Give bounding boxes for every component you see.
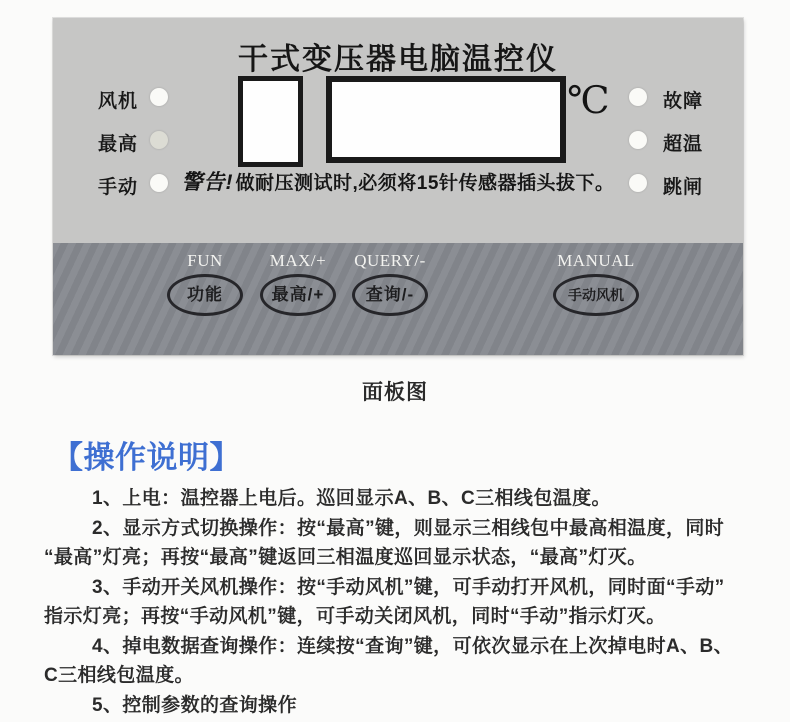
max-plus-button[interactable]: 最高/+	[260, 274, 336, 316]
panel-title: 干式变压器电脑温控仪	[238, 43, 558, 76]
query-key-en-label: QUERY/-	[354, 251, 426, 270]
fault-indicator-label: 故障	[663, 91, 704, 112]
fan-indicator-label: 风机	[98, 91, 139, 112]
warning-body: 做耐压测试时,必须将15针传感器插头拔下。	[235, 173, 615, 194]
key-group-query	[330, 243, 450, 316]
warning-prefix: 警告!	[181, 171, 234, 194]
max-indicator-lamp	[150, 131, 168, 149]
warning-text	[53, 166, 743, 196]
instruction-line: 1、上电：温控器上电后。巡回显示A、B、C三相线包温度。	[92, 488, 611, 509]
fault-indicator-lamp	[629, 88, 647, 106]
instruction-line: C三相线包温度。	[44, 665, 194, 686]
trip-indicator-label: 跳闸	[663, 177, 704, 198]
instruction-line: “最高”灯亮；再按“最高”键返回三相温度巡回显示状态，“最高”灯灭。	[44, 547, 647, 568]
instructions-text	[44, 484, 746, 720]
section-heading-operation: 【操作说明】	[52, 440, 241, 475]
max-key-en-label: MAX/+	[269, 251, 327, 270]
instruction-line: 指示灯亮；再按“手动风机”键，可手动关闭风机，同时“手动”指示灯灭。	[44, 606, 666, 627]
instruction-line: 3、手动开关风机操作：按“手动风机”键，可手动打开风机，同时面“手动”	[92, 576, 725, 598]
fun-key-en-label: FUN	[187, 251, 223, 270]
query-minus-button[interactable]: 查询/-	[352, 274, 428, 316]
instruction-line: 2、显示方式切换操作：按“最高”键，则显示三相线包中最高相温度，同时	[92, 517, 725, 539]
manual-indicator-label: 手动	[98, 177, 139, 198]
temperature-controller-panel	[53, 18, 743, 355]
celsius-unit-label: ℃	[567, 80, 610, 122]
max-indicator-label: 最高	[98, 134, 139, 155]
instruction-line: 4、掉电数据查询操作：连续按“查询”键，可依次显示在上次掉电时A、B、	[92, 635, 734, 657]
instruction-line: 5、控制参数的查询操作	[92, 694, 297, 716]
panel-figure-caption: 面板图	[362, 381, 428, 404]
fun-button[interactable]: 功能	[167, 274, 243, 316]
fan-indicator-lamp	[150, 88, 168, 106]
key-band	[53, 243, 743, 355]
manual-fan-button[interactable]: 手动风机	[553, 274, 639, 316]
manual-key-en-label: MANUAL	[557, 251, 635, 270]
temperature-display-window	[326, 76, 566, 163]
overtemp-indicator-label: 超温	[663, 134, 704, 155]
overtemp-indicator-lamp	[629, 131, 647, 149]
key-group-manual	[530, 243, 662, 316]
phase-display-window	[238, 76, 303, 167]
